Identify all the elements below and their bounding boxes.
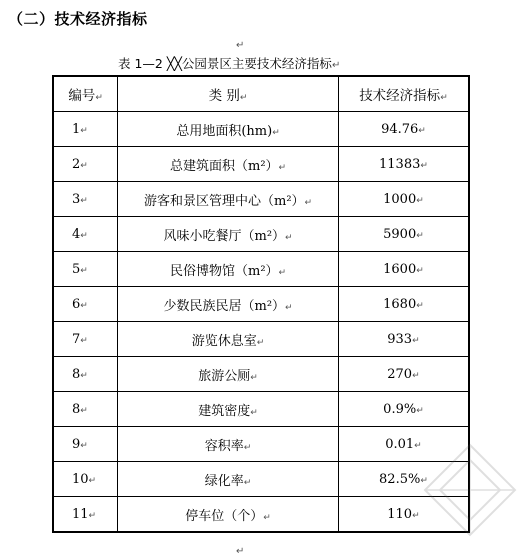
cell-number: 3↵ — [53, 182, 118, 217]
table-row — [53, 357, 469, 392]
table-body — [53, 112, 469, 533]
table-row — [53, 497, 469, 533]
paragraph-mark: ↵ — [331, 60, 341, 71]
cell-number: 6↵ — [53, 287, 118, 322]
table-row — [53, 252, 469, 287]
header-indicator: 技术经济指标↵ — [338, 76, 469, 112]
cell-category: 少数民族民居（m²）↵ — [118, 287, 339, 322]
cell-number: 10↵ — [53, 462, 118, 497]
cell-category: 停车位（个）↵ — [118, 497, 339, 533]
paragraph-mark: ↵ — [236, 40, 245, 51]
cell-category: 游览休息室↵ — [118, 322, 339, 357]
cell-category: 建筑密度↵ — [118, 392, 339, 427]
cell-number: 8↵ — [53, 392, 118, 427]
cell-indicator: 110↵ — [338, 497, 469, 533]
section-heading: （二）技术经济指标 — [8, 10, 148, 28]
cell-category: 民俗博物馆（m²）↵ — [118, 252, 339, 287]
cell-indicator: 933↵ — [338, 322, 469, 357]
table-row — [53, 392, 469, 427]
cell-category: 容积率↵ — [118, 427, 339, 462]
cell-number: 9↵ — [53, 427, 118, 462]
table-row — [53, 182, 469, 217]
table-row — [53, 427, 469, 462]
cell-indicator: 1600↵ — [338, 252, 469, 287]
cell-number: 8↵ — [53, 357, 118, 392]
cell-number: 11↵ — [53, 497, 118, 533]
cell-category: 游客和景区管理中心（m²）↵ — [118, 182, 339, 217]
cell-indicator: 11383↵ — [338, 147, 469, 182]
cell-number: 1↵ — [53, 112, 118, 147]
cell-number: 2↵ — [53, 147, 118, 182]
caption-prefix: 表 1—2 — [118, 56, 167, 71]
table-caption — [118, 54, 340, 72]
table-row — [53, 322, 469, 357]
cell-indicator: 5900↵ — [338, 217, 469, 252]
cell-category: 旅游公厕↵ — [118, 357, 339, 392]
cell-category: 总用地面积(hm)↵ — [118, 112, 339, 147]
cell-category: 总建筑面积（m²）↵ — [118, 147, 339, 182]
cell-number: 4↵ — [53, 217, 118, 252]
cell-indicator: 270↵ — [338, 357, 469, 392]
watermark-logo-icon — [420, 440, 520, 550]
cell-number: 7↵ — [53, 322, 118, 357]
cell-indicator: 1000↵ — [338, 182, 469, 217]
cell-number: 5↵ — [53, 252, 118, 287]
paragraph-mark: ↵ — [236, 546, 245, 557]
cell-category: 风味小吃餐厅（m²）↵ — [118, 217, 339, 252]
cell-indicator: 1680↵ — [338, 287, 469, 322]
caption-title: 公园景区主要技术经济指标 — [181, 56, 332, 71]
header-number: 编号↵ — [53, 76, 118, 112]
table-header-row — [53, 76, 469, 112]
table-row — [53, 112, 469, 147]
cell-indicator: 0.9%↵ — [338, 392, 469, 427]
caption-placeholder: ╳╳ — [166, 56, 182, 71]
cell-indicator: 0.01↵ — [338, 427, 469, 462]
technical-economic-table — [52, 75, 470, 533]
table-row — [53, 462, 469, 497]
table-row — [53, 147, 469, 182]
table-row — [53, 217, 469, 252]
table-row — [53, 287, 469, 322]
cell-category: 绿化率↵ — [118, 462, 339, 497]
cell-indicator: 94.76↵ — [338, 112, 469, 147]
cell-indicator: 82.5%↵ — [338, 462, 469, 497]
header-category: 类 别↵ — [118, 76, 339, 112]
